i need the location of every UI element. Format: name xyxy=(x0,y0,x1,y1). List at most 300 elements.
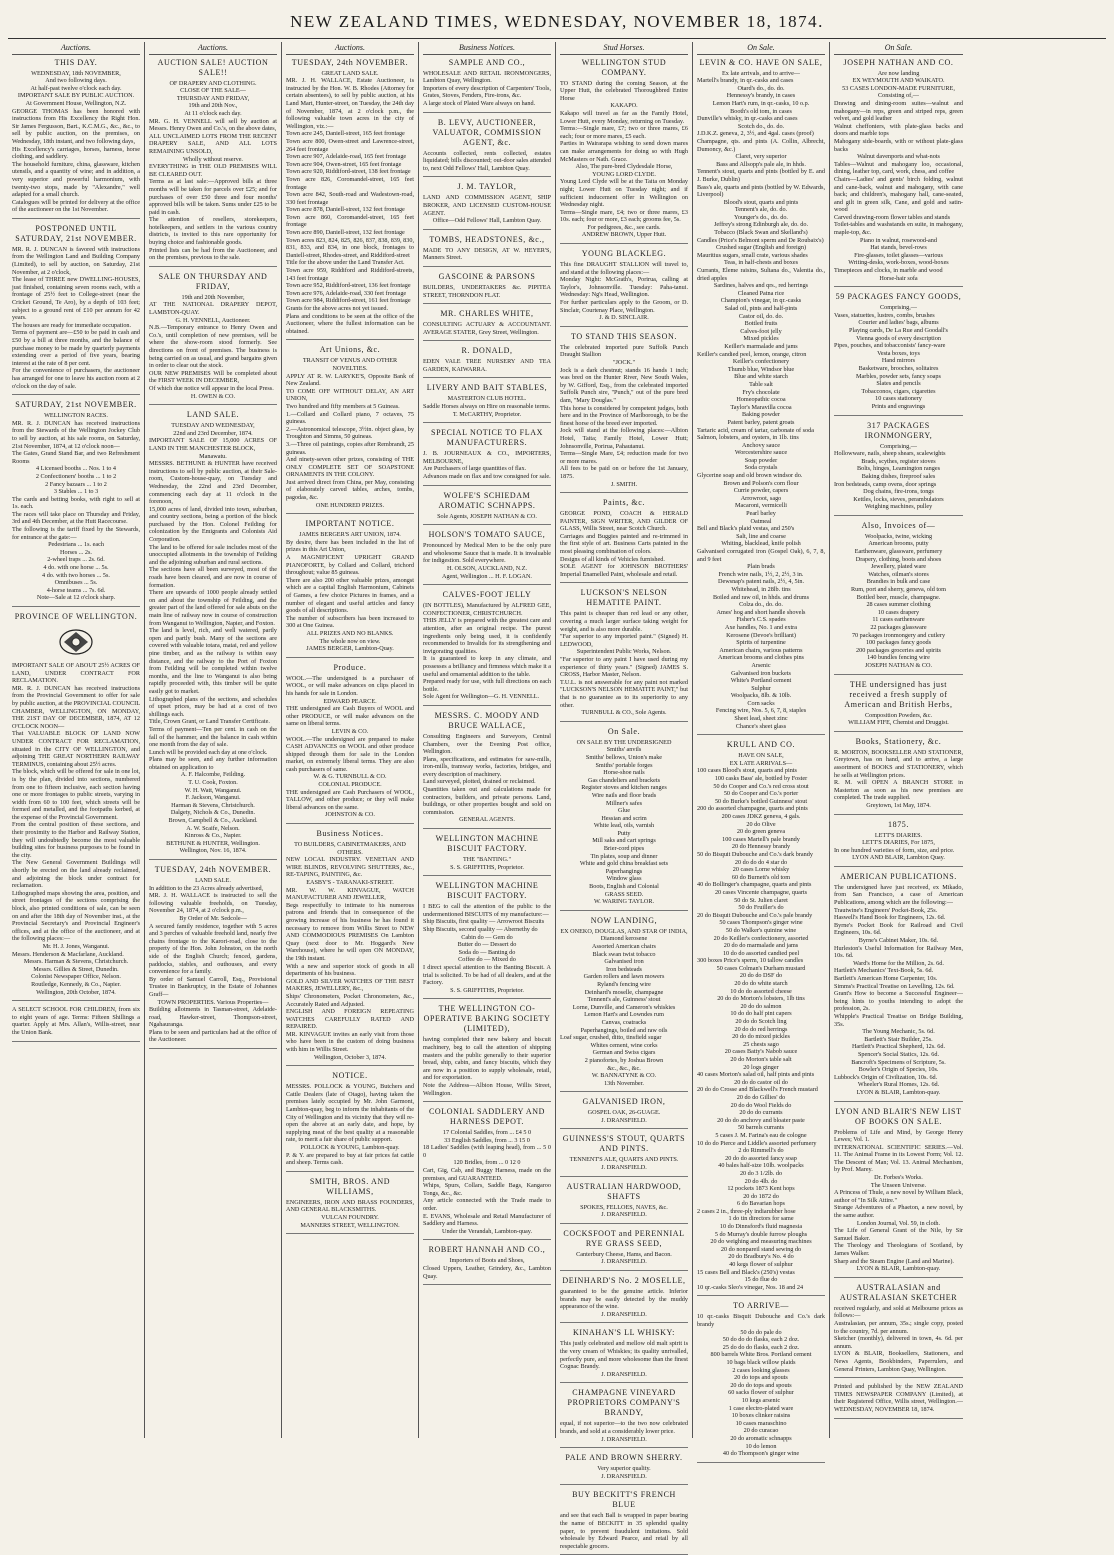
ad-text: THE undersigned are Cash Purchasers of WOOL, TALLOW, and other produce; or they will make liberal advances on the same. xyxy=(286,788,414,811)
ad-text: By desire, there has been included in the list of prizes in this Art Union, xyxy=(286,538,414,554)
ad-text: Pronounced by Medical Men to be the only pure and wholesome Sauce that is made. It is invaluable for indigestion. Sold everywhere. xyxy=(423,542,551,565)
ad-text: S. S. GRIFFITHS, Proprietor. xyxy=(450,986,524,994)
ad-text: Plans to be seen and particulars had at the office of the Auctioneer. xyxy=(149,1028,277,1044)
ad-text: Baking powder xyxy=(742,411,780,419)
advertisement xyxy=(560,1453,688,1485)
ad-text: Dewsnap's patent nails, 2½, 4, 5in. xyxy=(717,578,804,586)
ad-text: Sardines, halves and qrs., red herrings xyxy=(713,282,809,290)
ad-text: TENNENT'S ALE, QUARTS AND PINTS. xyxy=(569,1156,679,1164)
ad-text: Wellington, 20th October, 1874. xyxy=(36,988,116,996)
ad-text: Office—Odd Fellows' Hall, Lambton Quay. xyxy=(432,217,542,225)
ad-text: Town acre 907, Adelaide-road, 165 feet frontage xyxy=(286,153,407,161)
ad-text: 20 do do Gillies' do xyxy=(736,1093,786,1101)
column-heading: Auctions. xyxy=(286,42,414,55)
ad-text: Timepieces and clocks, in marble and wood xyxy=(834,267,943,275)
ad-text: 10 qr.-casks Bisquit Dubouche and Co.'s dark brandy xyxy=(697,1313,825,1328)
ad-text: 20 do do currants xyxy=(739,1109,783,1117)
ad-text: Bartlett's Stair Builder, 25s. xyxy=(864,1035,933,1043)
ad-text: APPLY AT R. W. LARYKE'S, Opposite Bank of New Zealand. xyxy=(286,372,414,388)
ad-title: LAND SALE. xyxy=(186,410,240,420)
ad-title: KRULL AND CO. xyxy=(726,740,796,750)
ad-title: TO ARRIVE— xyxy=(733,1301,789,1311)
ad-title: DEINHARD'S No. 2 MOSELLE, xyxy=(562,1276,686,1286)
advertisement xyxy=(560,498,688,583)
advertisement xyxy=(149,272,277,405)
ad-text: 20 do do DSF do xyxy=(739,972,783,980)
ad-text: It is guaranteed to keep in any climate, and possesses a brilliancy and firmness which make it a useful and ornamental addition to the table. xyxy=(423,655,551,678)
ad-text: Millner's safes xyxy=(606,799,642,807)
ad-text: Chance's sheet glass xyxy=(735,722,787,730)
ad-text: F. Jackson, Wanganui. xyxy=(185,794,241,802)
ad-text: Importers of Boots and Shoes, xyxy=(449,1257,525,1265)
advertisement xyxy=(560,58,688,244)
ad-text: ON SALE BY THE UNDERSIGNED xyxy=(576,738,672,746)
ad-text: Plain brads xyxy=(747,563,775,571)
advertisement xyxy=(560,1229,688,1271)
ad-text: Town acre 920, Riddiford-street, 138 feet frontage xyxy=(286,168,411,176)
ad-text: Ship Biscuits, first quality — Arrowroot Biscuits xyxy=(423,918,545,926)
ad-text: Sole Agents, JOSEPH NATHAN & CO. xyxy=(437,512,537,520)
ad-text: A. W. Scaife, Nelson. xyxy=(186,824,240,832)
ad-text: 100 cases Martell's pale brandy xyxy=(722,835,800,843)
ad-text: EVERYTHING in THE OLD PREMISES WILL BE CLEARED OUT. xyxy=(149,163,277,178)
ad-text: 10 kegs arsenic xyxy=(741,1396,781,1404)
ad-text: Fire-glasses, toilet glasses—various xyxy=(854,251,943,259)
ad-text: MADE TO ANY DESIGN, AT W. HEYER'S, Manners Street. xyxy=(423,246,551,262)
ad-text: 50 do Bisquit Dubouche and Co.'s dark brandy xyxy=(697,850,813,858)
ad-text: Byrne's Cabinet Maker, 10s. 6d. xyxy=(858,937,939,945)
ad-text: Plans may be seen, and any further information obtained on application to xyxy=(149,756,277,771)
ad-text: Loaf sugar, crushed, ditto, tinsfield sugar xyxy=(560,1034,662,1042)
ad-text: Marbles, powder sets, fancy soaps xyxy=(856,372,941,380)
advertisement xyxy=(423,346,551,378)
ad-text: 1 case electro-plated ware xyxy=(728,1404,794,1412)
ad-text: J. DRANSFIELD. xyxy=(601,1116,647,1124)
ad-text: Closed Uppers, Leather, Grindery, &c., Lambton Quay. xyxy=(423,1265,551,1280)
ad-text: Pedestrians ... 1s. each xyxy=(48,541,104,549)
column-6 xyxy=(693,42,830,1458)
advertisement xyxy=(423,428,551,485)
ad-text: Tables—Walnut and mahogany loo, occasional, dining, leather top, card, work, chess, and coffee xyxy=(834,160,963,176)
advertisement xyxy=(286,829,414,1066)
advertisement xyxy=(423,58,551,113)
ad-text: A MAGNIFICENT UPRIGHT GRAND PIANOFORTE, by Collard and Collard, trichord throughout; value 85 guineas. xyxy=(286,554,414,577)
ad-text: 800 barrels White Bros. Portland cement xyxy=(710,1351,812,1359)
ad-text: 10 bags black willow plaids xyxy=(726,1358,796,1366)
ad-text: WOOL.—The undersigned are prepared to make CASH ADVANCES on WOOL and other produce shipped through them for sale in the London market, on extremely liberal terms. They are also cash purchasers of same. xyxy=(286,735,414,773)
ad-text: T.U.L. is not answerable for any paint not marked "LUCKSON'S NELSON HEMATITE PAINT," but that is no guarantee as to its superiority to any other. xyxy=(560,678,688,709)
ad-text: Lorne, Dunville, and Cameron's whiskies xyxy=(572,1003,676,1011)
ad-text: The Young Mechanic, 5s. 6d. xyxy=(862,1028,935,1036)
ad-text: MANNERS STREET, WELLINGTON. xyxy=(300,1221,400,1229)
ad-text: LYON AND BLAIR, Lambton Quay. xyxy=(852,854,945,862)
ad-text: 2 Confectioners' booths ... 1 to 2 xyxy=(35,472,117,480)
ad-text: 20 do 1872 do xyxy=(743,1192,779,1200)
ad-text: Iron bedsteads xyxy=(606,965,642,973)
ad-text: THE undersigned are Cash Buyers of WOOL and other PRODUCE, or will make advances on the same on liberal terms. xyxy=(286,705,414,728)
ad-text: White lead, oils, varnish xyxy=(593,822,655,830)
ad-text: Brier-cord pipes xyxy=(603,845,645,853)
ad-text: Kinross & Co., Napier. xyxy=(184,832,242,840)
ad-text: 10 boxes clinker raisins xyxy=(731,1412,791,1420)
ad-text: EDWARD PEARCE. xyxy=(323,697,377,705)
ad-text: JOSEPH NATHAN & CO. xyxy=(864,661,933,669)
ad-text: OF DRAPERY AND CLOTHING. xyxy=(169,79,257,87)
ad-text: Terms:—Single mare, £7; two or three mares, £6 each; four or more mares, £5 each. xyxy=(560,125,688,140)
advertisement xyxy=(423,182,551,229)
ad-title: LIVERY AND BAIT STABLES, xyxy=(426,383,548,393)
ad-text: "Far superior to any paint I have used during my experience of thirty years." (Signed) JAMES S. CROSS, Harbor Master, Nelson. xyxy=(560,656,688,679)
ad-text: 10 cases stationery xyxy=(875,395,922,403)
ad-text: A. F. Halcombe, Feilding. xyxy=(180,771,246,779)
ad-text: T. U. Cook, Foxton. xyxy=(188,779,238,787)
ad-text: Corn sacks xyxy=(747,699,775,707)
ad-text: Baking dishes, fireproof sales xyxy=(861,472,936,480)
ad-text: Diamond kerosene xyxy=(600,935,648,943)
advertisement xyxy=(834,292,963,415)
ad-text: Champion's vinegar, in qr.-casks xyxy=(720,297,802,305)
ad-text: Paperhangings xyxy=(605,867,643,875)
ad-text: 20 cases Vincente champagne, quarts xyxy=(714,888,808,896)
advertisement xyxy=(834,1107,963,1278)
ad-text: Terms of payment—Ten per cent. in cash on the fall of the hammer, and the balance in cash within one month from the day of sale. xyxy=(149,725,277,749)
ad-text: And ninety-seven other prizes, consisting of THE ONLY COMPLETE SET OF SOAPSTONE ORNAMENTS IN THE COLONY. xyxy=(286,456,414,479)
ad-title: Produce. xyxy=(333,662,367,672)
ad-text: A secured family residence, together with 5 acres and 3 perches of valuable freehold land, nearly five chains frontage to the Karori-road, close to the property of the Hon. John Johnston, on the north side of the English Church; fenced, gardens, paddocks, stables, and outhouses, and every convenience for a family. xyxy=(149,922,277,976)
ad-title: GALVANISED IRON, xyxy=(582,1097,666,1107)
ad-text: There are also 200 other valuable prizes, amongst which are a capital English Harmonium, Cabinets of Games, a few choice Pictures in frames, and a number of elegant and useful articles and fancy goods of all descriptions. xyxy=(286,576,414,615)
ad-text: Watches, oilman's stores xyxy=(868,570,929,578)
ad-text: EDEN VALE TREE NURSERY AND TEA GARDEN, KAIWARRA. xyxy=(423,358,551,373)
ad-text: Colonist Newspaper Office, Nelson. xyxy=(31,973,121,981)
ad-text: Kettles, locks, sieves, perambulators xyxy=(853,495,944,503)
ad-text: Prints and engravings xyxy=(871,402,926,410)
ad-text: Hartlett's Practical Shepherd, 12s. 6d. xyxy=(851,1043,946,1051)
ad-text: Fisher's C.S. spades xyxy=(736,616,786,624)
ad-text: EX WEYMOUTH AND WAIKATO. xyxy=(852,77,945,85)
ad-text: 10 do do Pierce and Liddle's assorted perfumery xyxy=(697,1139,817,1147)
ad-title: GASCOINE & PARSONS xyxy=(438,271,536,281)
ad-text: 140 bundles fencing wire xyxy=(867,654,930,662)
ad-text: Woolpacks, 8lb. & 10lb. xyxy=(730,692,792,700)
ad-text: LAND AND COMMISSION AGENT, SHIP BROKER, AND LICENSED CUSTOM-HOUSE AGENT. xyxy=(423,194,551,217)
ad-text: MESSRS. POLLOCK & YOUNG, Butchers and Cattle Dealers (late of Otago), having taken the premises lately occupied by Mr. John Garmont, Lambton-quay, beg to inform the inhabitants of the City of Wellington and its vicinity that they will re-open the above at an early date, and hope, by supplying meat of the best quality at a reasonable rate, to merit a fair share of public support. xyxy=(286,1083,414,1144)
ad-text: At half-past twelve o'clock each day. xyxy=(30,84,122,92)
masthead: NEW ZEALAND TIMES, WEDNESDAY, NOVEMBER 18, 1874. xyxy=(290,12,824,31)
ad-text: Walnut cheffoniers, with plate-glass backs and doors and marble tops xyxy=(834,122,963,138)
column-heading: Stud Horses. xyxy=(560,42,688,55)
ad-text: Oatmeal xyxy=(750,517,772,525)
ad-text: 50 do Fruiller's do xyxy=(738,904,784,912)
ad-text: 20 do tops and spouts xyxy=(734,1374,788,1382)
ad-text: The block, which will be offered for sale in one lot, is by the plan, divided into sections, numbered from one to fifteen inclusive, each section having one or more frontages to public streets, varying in width from 60 to 100 feet, which streets will be formed and metalled, and the footpaths kerbed, at the expense of the Provincial Government. xyxy=(12,768,140,821)
ad-text: Chairs—Ladies' and gents' birch folding, walnut and cane-back, walnut and mahogany, with cane back; and children's, mahogany hall, cane-seated, and gilt in green silk, Cane, and gold and satin-wood xyxy=(834,175,963,214)
ad-text: 25 chests sago xyxy=(743,1040,779,1048)
ad-text: Young Lord Clyde will be at the Taita on Monday night; Lower Hutt on Tuesday night; and if sufficient inducement offer in Wellington on Wednesday night. xyxy=(560,178,688,209)
ad-text: WHOLESALE AND RETAIL IRONMONGERS, Lambton Quay, Wellington. xyxy=(423,69,551,85)
ad-text: Candles (Price's Belmont sperm and De Roubaix's) xyxy=(697,236,824,244)
ad-title: SPECIAL NOTICE TO FLAX MANUFACTURERS. xyxy=(431,428,543,448)
ad-text: Begs respectfully to intimate to his numerous patrons and friends that in consequence of the growing increase of his business he has found it necessary to remove from Willis Street to NEW AND COMMODIOUS PREMISES On Lambton Quay (next door to Mr. Hoggard's New Warehouse), where he will open ON MONDAY, the 19th instant. xyxy=(286,901,414,962)
ad-text: Monday Night: McGrath's, Porirua, calling at Taylor's, Johnsonville. Tuesday: Paha-tanui. Wednesday: Ng's Head, Wellington. xyxy=(560,276,688,299)
ad-title: WELLINGTON STUD COMPANY. xyxy=(581,57,667,77)
ad-text: Salmon, lobsters, and oysters, in 1lb. tins xyxy=(697,434,799,442)
ad-text: Kakapo will travel as far as the Family Hotel, Lower Hutt, every Monday, returning on Tuesday. xyxy=(560,109,688,125)
ad-text: Teas, in half-chests and boxes xyxy=(724,259,798,267)
ad-title: HOLSON'S TOMATO SAUCE, xyxy=(428,530,546,540)
ad-title: B. LEVY, AUCTIONEER, VALUATOR, COMMISSION AGENT, &c. xyxy=(432,117,542,147)
ad-text: 53 CASES LONDON-MADE FURNITURE, xyxy=(842,84,955,92)
column-heading: On Sale. xyxy=(697,42,825,55)
ad-text: Vienna goods of every description xyxy=(856,334,941,342)
ad-text: 200 cases JDKZ geneva, 4 gals. xyxy=(721,813,801,820)
ad-text: Very superior quality. xyxy=(597,1465,651,1473)
ad-text: 120 Bridles, from ... 0 12 0 xyxy=(453,1159,521,1167)
ad-title: AUSTRALIAN HARDWOOD, SHAFTS xyxy=(566,1181,682,1201)
ad-text: Window glass xyxy=(606,875,642,883)
ad-text: 15 do flue do xyxy=(744,1276,778,1284)
ad-text: Town acre 984, Riddiford-street, 161 feet frontage xyxy=(286,297,411,305)
ad-text: Brown and Polson's corn flour xyxy=(723,479,799,487)
ad-text: 20 do nonpareil stand sewing do xyxy=(720,1245,802,1253)
ad-text: Mr. H. J. Jones, Wanganui. xyxy=(42,942,110,950)
ad-text: 50 do Walker's quinine wine xyxy=(725,926,797,934)
ad-text: Brown, Campbell & Co., Auckland. xyxy=(168,817,258,825)
ad-text: Just arrived direct from China, per May, consisting of elaborately carved tables, arches, tombs, pagodas, &c. xyxy=(286,478,414,502)
ad-text: 2-wheel traps ... 2s. 6d. xyxy=(47,556,105,564)
ad-text: The houses are ready for immediate occupation. xyxy=(12,321,132,329)
ad-text: Printed and published by the NEW ZEALAND TIMES NEWSPAPER COMPANY (Limited), at their Registered Office, Willis street, Wellington.—WEDNESDAY, NOVEMBER 18, 1874. xyxy=(834,1383,963,1413)
ad-text: In addition to the 23 Acres already advertised, xyxy=(149,884,264,892)
ad-text: Salad oil, pints and half-pints xyxy=(724,305,798,312)
ad-text: LEVIN & CO. xyxy=(331,727,369,735)
ad-text: Whips, Spurs, Collars, Saddle Bags, Kangaroo Tongs, &c., &c. xyxy=(423,1182,551,1197)
ad-text: THE "BANTING." xyxy=(462,856,511,864)
ad-text: Town acre 959, Riddiford and Riddiford-streets, 143 feet frontage xyxy=(286,267,414,282)
ad-text: 10 cases maraschino xyxy=(735,1419,787,1427)
ad-text: All fees to be paid on or before the 1st January, 1875. xyxy=(560,465,688,480)
ad-text: Keiller's marmalade and jams xyxy=(724,342,798,350)
ad-title: PALE AND BROWN SHERRY. xyxy=(565,1453,683,1463)
ad-text: R. MORTON, BOOKSELLER AND STATIONER, Greytown, has on hand, and to arrive, a large assortment of BOOKS and STATIONERY, which he sells at Wellington prices. xyxy=(834,748,963,779)
ad-text: H. OLSON, AUCKLAND, N.Z. xyxy=(446,565,528,572)
ad-text: Sheet lead, sheet zinc xyxy=(734,715,788,723)
ad-text: Table salt xyxy=(749,380,773,388)
ad-text: The attention of resellers, storekeepers, hotelkeepers, and settlers in the various country districts, is invited to this rare opportunity for buying choice and fashionable goods. xyxy=(149,216,277,247)
ad-text: Iron bedsteads, camp ovens, door springs xyxy=(834,480,937,488)
advertisement xyxy=(560,1097,688,1129)
ad-text: Fry's chocolate xyxy=(742,388,780,396)
ad-text: LETT'S DIARIES, For 1875, xyxy=(862,839,935,847)
ad-text: Horses ... 2s. xyxy=(60,548,92,556)
ad-text: The land to be offered for sale includes most of the unoccupied allotments in the township of Feilding and the adjoining suburban and rural sections. xyxy=(149,543,277,566)
ad-text: 20 do do white starch xyxy=(734,980,788,988)
ad-text: Spirits of turpentine xyxy=(736,639,786,647)
ad-text: This fine DRAUGHT STALLION will travel to, and stand at the following places:— xyxy=(560,261,688,276)
ad-text: Keiller's confectionery xyxy=(732,358,790,366)
ad-text: AT THE NATIONAL DRAPERY DEPOT, LAMBTON-QUAY. xyxy=(149,301,277,317)
ad-text: Currants, Eleme raisins, Sultana do., Valentia do., dried apples xyxy=(697,267,825,282)
ad-text: Bottled fruits xyxy=(744,320,778,328)
ad-title: THE WELLINGTON CO-OPERATIVE BAKING SOCIETY (LIMITED), xyxy=(423,1004,551,1034)
ad-text: Walnut davenports and what-nots xyxy=(857,153,940,161)
ad-text: Paperhangings, boiled and raw oils xyxy=(580,1026,668,1034)
ad-text: 40 kegs flower of sulphur xyxy=(729,1261,793,1269)
ad-title: On Sale. xyxy=(607,726,641,736)
ad-text: E. EVANS, Wholesale and Retail Manufacturer of Saddlery and Harness. xyxy=(423,1212,551,1228)
ad-text: Messrs. Harman & Stevens, Christchurch. xyxy=(23,958,129,966)
ad-text: Mill saks and cart springs xyxy=(592,837,656,845)
ad-text: WOOL.—The undersigned is a purchaser of WOOL, or will make advances on clips placed in his hands for sale in London. xyxy=(286,674,414,697)
ad-text: Problems of Life and Mind, by George Henry Lewes; Vol. 1. xyxy=(834,1128,963,1144)
ad-text: S. S. GRIFFITHS, Proprietor. xyxy=(450,863,524,871)
ad-text: Canvas, coatracks xyxy=(601,1018,647,1026)
ad-text: TOWN PROPERTIES. Various Properties— xyxy=(157,998,269,1006)
ad-text: GREAT LAND SALE. xyxy=(321,69,379,77)
ad-text: The household furniture, china, glassware, kitchen utensils, and a quantity of wine; and in addition, a very superior and powerful harmonium, with twenty-two stops, made by "Alexandre," well adapted for a small church. xyxy=(12,160,140,199)
ad-text: 20 do 4lb. do xyxy=(744,1177,778,1185)
ad-title: TOMBS, HEADSTONES, &c., xyxy=(429,234,545,244)
ad-text: HAVE ON SALE, xyxy=(738,752,784,760)
ad-text: Hessian and scrim xyxy=(601,814,647,822)
ad-text: Soda crystals xyxy=(744,464,778,472)
ad-text: Worcestershire sauce xyxy=(734,449,788,457)
ad-text: Town acre 878, Daniell-street, 132 feet frontage xyxy=(286,206,405,214)
ad-text: 20 do do Crosse and Blackwell's French mustard xyxy=(697,1086,818,1094)
ad-text: Jeffrey's strong Edinburgh ale, do. do. xyxy=(713,221,809,229)
ad-title: YOUNG BLACKLEG. xyxy=(581,249,667,259)
ad-text: JAMES BERGER, Lambton-Quay. xyxy=(306,645,394,653)
ad-text: Are Purchasers of large quantities of flax. xyxy=(423,465,527,473)
advertisement xyxy=(423,491,551,526)
ad-text: Slates and pencils xyxy=(876,380,921,388)
ad-title: 317 PACKAGES IRONMONGERY, xyxy=(864,420,933,440)
ad-text: LYON & BLAIR, Booksellers, Stationers, and News Agents, Bookbinders, Paperrulers, and General Printers, Lambton Quay, Wellington. xyxy=(834,1350,963,1373)
ad-text: London Journal, Vol. 59, in cloth. xyxy=(856,1219,941,1227)
ad-text: 2 do Rimmell's do xyxy=(738,1147,784,1155)
ad-text: 40 do Bollinger's champagne, quarts and pints xyxy=(697,881,812,889)
advertisement xyxy=(697,58,825,736)
ad-text: J. DRANSFIELD. xyxy=(601,1310,647,1318)
ad-text: 50 cases Colman's Durham mustard xyxy=(716,964,806,972)
ad-text: 2 pianofortes, by Joshua Brown xyxy=(584,1056,664,1064)
advertisement xyxy=(423,383,551,423)
ad-text: Routledge, Kennedy, & Co., Napier. xyxy=(31,980,121,988)
ad-text: Messrs. Gillies & Street, Dunedin. xyxy=(33,965,119,973)
ad-text: Parties in Wairarapa wishing to send down mares can make arrangements for doing so with Hugh McMasters or Nath. Grace. xyxy=(560,140,688,163)
advertisement xyxy=(423,881,551,999)
ad-text: Manawatu. xyxy=(199,452,227,460)
ad-text: Terms—Single mare, £4; two or three mares, £3 10s. each; four or more, £3 each; grooms fee, 5s. xyxy=(560,208,688,224)
ad-text: Drapery, clothing, boots and shoes xyxy=(855,555,942,563)
ad-text: The races will take place on Thursday and Friday, 3rd and 4th December, at the Hutt Racecourse. xyxy=(12,510,140,526)
ad-text: J. & D. SINCLAIR. xyxy=(599,314,649,322)
column-heading: On Sale. xyxy=(834,42,963,55)
advertisement xyxy=(423,711,551,829)
ad-text: COLONIAL PRODUCE. xyxy=(318,781,382,789)
ad-text: Wellington, October 3, 1874. xyxy=(313,1053,387,1061)
ad-title: WELLINGTON MACHINE BISCUIT FACTORY. xyxy=(435,834,539,854)
ad-text: Blue and white starch xyxy=(734,373,788,381)
ad-title: JOSEPH NATHAN AND CO. xyxy=(843,57,954,67)
ad-text: Trautwine's Engineers' Pocket-Book, 25s. xyxy=(834,906,938,914)
ad-text: Cleaned Patna rice xyxy=(737,289,785,297)
ad-text: Agent, Wellington ... H. F. LOGAN. xyxy=(442,572,532,580)
ad-text: The Life of General Grant of the Nile, by Sir Samuel Baker. xyxy=(834,1227,963,1242)
ad-title: COLONIAL SADDLERY AND HARNESS DEPOT. xyxy=(428,1107,545,1127)
ad-text: Ex late arrivals, and to arrive— xyxy=(722,69,800,77)
ad-text: 20 do do marmalade and jams xyxy=(723,942,799,950)
ad-text: Messrs. Henderson & Macfarlane, Auckland. xyxy=(12,950,124,958)
ad-text: American chairs, various patterns xyxy=(719,646,803,654)
ad-text: J. B. JOURNEAUX & CO., IMPORTERS, MELBOURNE, xyxy=(423,450,551,465)
ad-text: This horse is considered by competent judges, both here and in the Province of Marlborough, to be the finest horse of the breed ever imported. xyxy=(560,404,688,427)
ad-text: Glycerine soap and old brown windsor do. xyxy=(697,472,803,480)
ad-text: For the convenience of purchasers, the auctioneer has arranged for one to leave his auction room at 2 o'clock on the day of sale. xyxy=(12,367,140,390)
ad-text: Grants for the above acres not yet issued. xyxy=(286,305,389,312)
ad-text: GEORGE POND, COACH & HERALD PAINTER, SIGN WRITER, AND GILDER OF GLASS, Willis Street, near Scotch Church. xyxy=(560,510,688,533)
ad-text: Bolts, hinges, Leamington ranges xyxy=(856,465,940,473)
ad-text: 20 do do Wool Fields do xyxy=(730,1101,792,1109)
ad-text: "Far superior to any imported paint." (Signed) H. LEDWOOD, xyxy=(560,633,688,648)
ad-text: W. & G. TURNBULL & CO. xyxy=(313,773,387,781)
ad-text: 100 packages fancy goods xyxy=(865,639,932,647)
ad-text: German and Swiss cigars xyxy=(592,1049,656,1057)
ad-text: Whites cement, wine corks xyxy=(590,1041,658,1049)
ad-text: 20 do Bradbury's No. 4 do xyxy=(728,1253,794,1261)
ad-text: 25 do do do flasks, each 2 doz. xyxy=(722,1343,800,1351)
ad-text: MR. W. W. KINVAGUE, WATCH MANUFACTURER AND JEWELLER, xyxy=(286,886,414,902)
ad-text: Drawing and dining-room suites—walnut and mahogany—in reps, green and striped reps, green velvet, and gold leather xyxy=(834,99,963,123)
ad-text: This paint is cheaper than red lead or any other, covering a much larger surface taking weight for weight, and is also more durable. xyxy=(560,610,688,633)
advertisement xyxy=(560,249,688,327)
ad-text: Comprising,— xyxy=(880,442,917,450)
advertisement xyxy=(560,588,688,721)
advertisement xyxy=(560,1388,688,1448)
ad-text: TUESDAY AND WEDNESDAY, xyxy=(171,422,255,430)
ad-text: 20 do do Morton's lobsters, 1lb tins xyxy=(717,995,805,1003)
ad-text: Jewellery, plated ware xyxy=(870,563,927,571)
ad-text: Australasian, per annum, 35s.; single copy, posted to the country, 7d. per annum. xyxy=(834,1319,963,1335)
ad-text: 4 do. with one horse ... 5s. xyxy=(43,564,109,572)
advertisement xyxy=(834,872,963,1102)
advertisement xyxy=(834,680,963,732)
ad-text: The undersigned have just received, ex Mikado, from San Francisco, a case of American Publications, among which are the following:— xyxy=(834,883,963,907)
ad-text: 22nd and 23rd December, 1874. xyxy=(173,429,253,437)
ad-text: TRANSIT OF VENUS AND OTHER NOVELTIES. xyxy=(302,357,398,372)
ad-text: Boiled and raw oil, in hhds. and drums xyxy=(712,593,810,601)
ad-text: ALL UNCLAIMED LOTS FROM THE RECENT DRAPERY SALE, AND ALL LOTS REMAINING UNSOLD, xyxy=(149,132,277,155)
ad-text: Prepared ready for use, with full directions on each bottle. xyxy=(423,678,551,693)
ad-text: Hennessy's brandy, in cases xyxy=(726,92,796,100)
advertisement xyxy=(286,1177,414,1234)
ad-text: The following is the tariff fixed by the Stewards, for entrance at the gate:— xyxy=(12,526,140,541)
ad-title: THIS DAY. xyxy=(54,57,98,67)
ad-text: For further particulars apply to the Groom, or D. Sinclair, Courtenay Place, Wellington. xyxy=(560,299,688,314)
advertisement xyxy=(12,612,140,1001)
ad-text: equal, if not superior—to the two now celebrated brands, and sold at a considerably lower price. xyxy=(560,1420,688,1435)
ad-text: Bass's ale, quarts and pints (bottled by W. Edwards, Liverpool) xyxy=(697,183,825,199)
ad-text: Pearl barley xyxy=(746,510,776,518)
ad-text: 200 packages groceries and spirits xyxy=(856,646,941,654)
ad-title: BUY BECKITT'S FRENCH BLUE xyxy=(572,1490,676,1510)
ad-title: ROBERT HANNAH AND CO., xyxy=(428,1245,546,1255)
ad-text: Vases, statuettes, lustres, combs, brushes xyxy=(834,311,935,319)
ad-text: Town acre 976, Adelaide-road, 330 feet frontage xyxy=(286,289,407,297)
ad-text: Hollowware, nails, sheep shears, scalewights xyxy=(834,450,946,458)
ad-text: 4 do. with two horses ... 5s. xyxy=(42,571,110,579)
ad-text: TO STAND during the coming Season, at the Upper Hutt, the celebrated Thoroughbred Entire Horse xyxy=(560,79,688,102)
